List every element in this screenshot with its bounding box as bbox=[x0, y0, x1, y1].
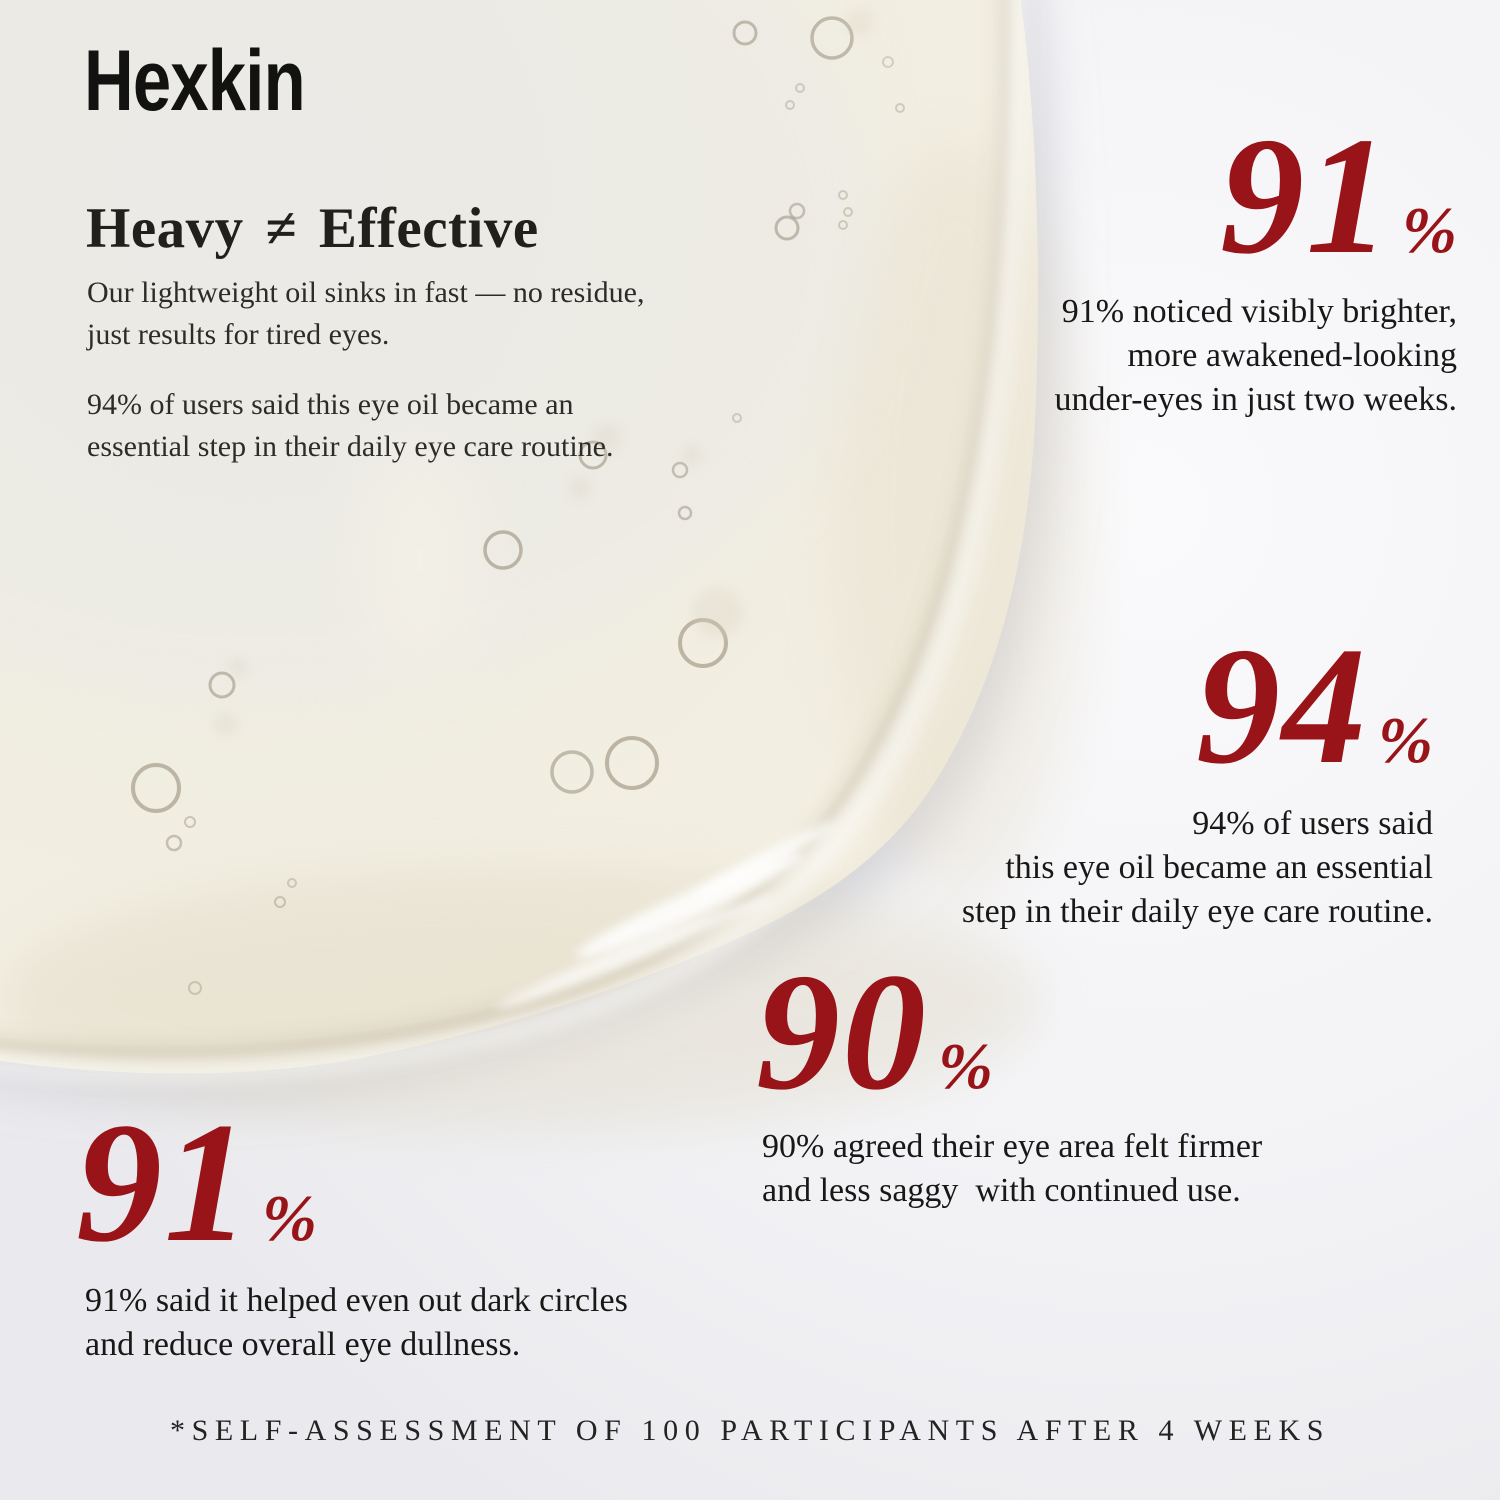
caption-line: more awakened-looking bbox=[1127, 336, 1457, 374]
stat-dark-circles-value bbox=[76, 1088, 317, 1278]
percent-sign: % bbox=[938, 1030, 993, 1103]
footnote-disclaimer: *SELF-ASSESSMENT OF 100 PARTICIPANTS AFTER 4 WEEKS bbox=[169, 1414, 1331, 1447]
percent-sign: % bbox=[1402, 194, 1457, 267]
stat-firmer-caption bbox=[762, 1125, 1262, 1213]
paragraph-line: essential step in their daily eye care routine. bbox=[87, 430, 614, 463]
stat-digits: 90 bbox=[756, 939, 928, 1125]
caption-line: this eye oil became an essential bbox=[1005, 848, 1433, 886]
percent-sign: % bbox=[262, 1182, 317, 1255]
stat-routine-value bbox=[1196, 613, 1433, 799]
caption-line: under-eyes in just two weeks. bbox=[1054, 380, 1457, 418]
caption-line: and less saggy with continued use. bbox=[762, 1171, 1241, 1209]
caption-line: 90% agreed their eye area felt firmer bbox=[762, 1128, 1263, 1165]
brand-logo: Hexkin bbox=[84, 33, 305, 129]
caption-line: 94% of users said bbox=[1192, 805, 1433, 842]
paragraph-line: just results for tired eyes. bbox=[87, 318, 390, 351]
caption-line: step in their daily eye care routine. bbox=[961, 892, 1433, 930]
stat-routine-caption bbox=[962, 802, 1433, 934]
percent-sign: % bbox=[1378, 704, 1433, 777]
stat-digits: 91 bbox=[1220, 103, 1393, 289]
stat-firmer-value bbox=[756, 939, 993, 1125]
stat-digits: 91 bbox=[76, 1088, 252, 1278]
paragraph-line: Our lightweight oil sinks in fast — no residue, bbox=[87, 276, 645, 309]
caption-line: and reduce overall eye dullness. bbox=[85, 1325, 521, 1363]
gloss-patch bbox=[365, 450, 475, 670]
intro-paragraph-1 bbox=[87, 272, 644, 356]
stat-dark-circles-caption bbox=[85, 1279, 628, 1367]
stat-digits: 94 bbox=[1196, 613, 1369, 799]
intro-paragraph-2 bbox=[87, 384, 613, 468]
stat-brighter-value bbox=[1220, 103, 1457, 289]
stat-brighter-caption bbox=[1054, 290, 1457, 422]
caption-line: 91% noticed visibly brighter, bbox=[1061, 293, 1457, 330]
headline: Heavy ≠ Effective bbox=[86, 197, 539, 260]
caption-line: 91% said it helped even out dark circles bbox=[85, 1282, 628, 1319]
paragraph-line: 94% of users said this eye oil became an bbox=[87, 388, 574, 421]
